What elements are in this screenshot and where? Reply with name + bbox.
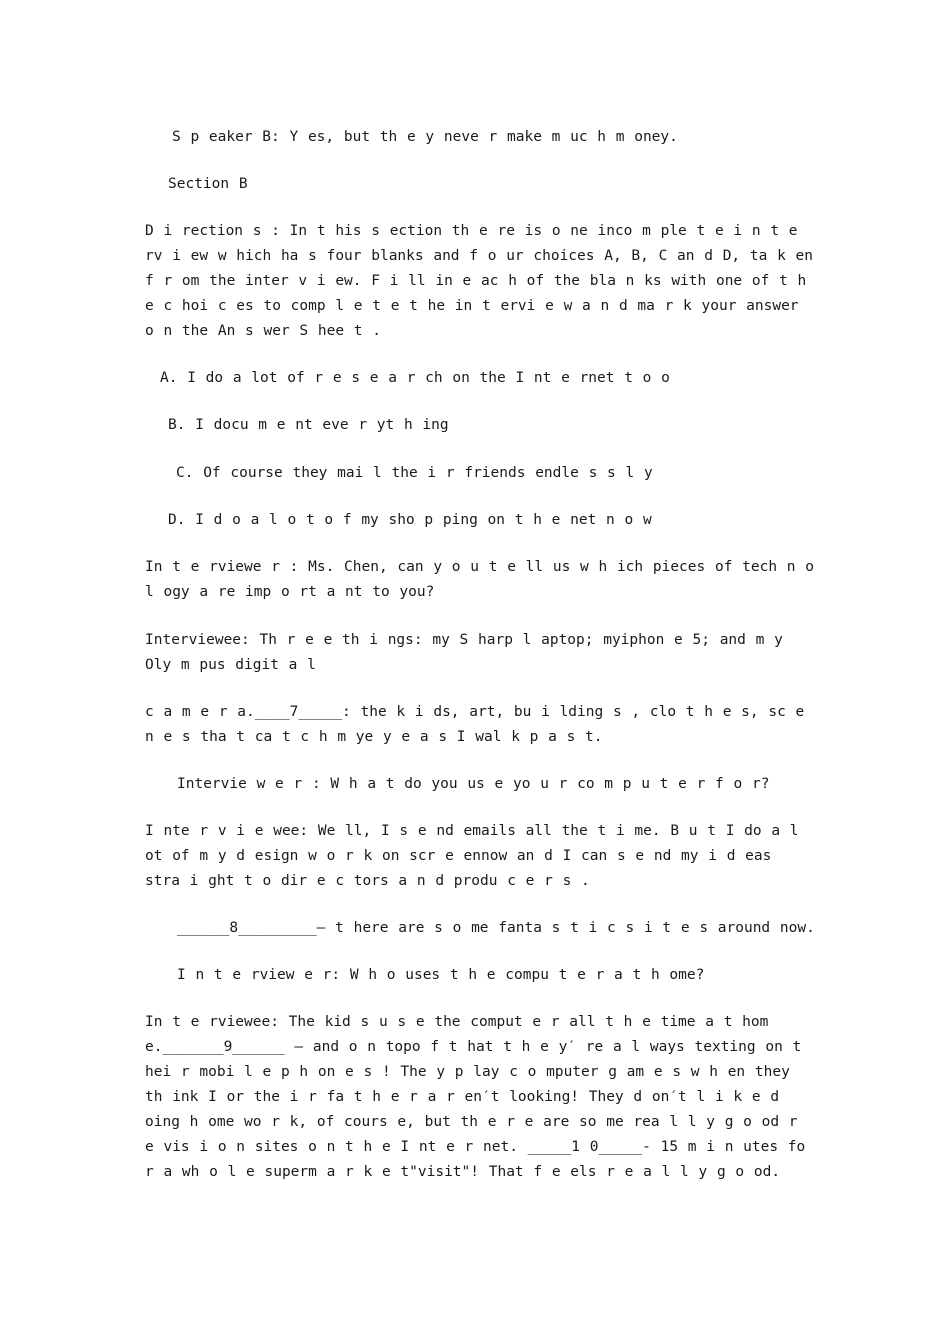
speaker-b-line: S p eaker B: Y es, but th e y neve r make m uc h m oney. bbox=[172, 129, 678, 145]
section-title: Section B bbox=[168, 176, 248, 192]
directions-paragraph: D i rection s : In t his s ection th e re is o ne inco m ple t e i n t e rv i ew w hich ha s four blanks and f o ur choices A, B, C an d D, ta k en f r om the inter v i ew. F i ll in e ac h of the bla n ks with one of t h e c hoi c es to comp l e t e t he in t ervi e w a n d ma r k your answer o n the An s wer S hee t . bbox=[145, 223, 814, 339]
answer-1-part-1: Interviewee: Th r e e th i ngs: my S harp l aptop; myiphon e 5; and m y Oly m pus digit a l bbox=[145, 632, 783, 673]
question-3: I n t e rview e r: W h o uses t h e compu t e r a t h ome? bbox=[177, 967, 705, 983]
question-2: Intervie w e r : W h a t do you us e yo u r co m p u t e r f o r? bbox=[177, 776, 770, 792]
option-a: A. I do a lot of r e s e a r ch on the I nt e rnet t o o bbox=[160, 370, 670, 386]
answer-2-continued: ______8_________— t here are s o me fanta s t i c s i t e s around now. bbox=[177, 920, 815, 936]
question-1: In t e rviewe r : Ms. Chen, can y o u t e ll us w h ich pieces of tech n o l ogy a re imp o rt a nt to you? bbox=[145, 559, 815, 600]
answer-2: I nte r v i e wee: We ll, I s e nd emails all the t i me. B u t I do a l ot of m y d esign w o r k on scr e ennow an d I can s e nd my i d eas stra i ght t o dir e c tors a n d produ c e r s . bbox=[145, 823, 799, 889]
option-b: B. I docu m e nt eve r yt h ing bbox=[168, 417, 449, 433]
answer-1-part-2: c a m e r a.____7_____: the k i ds, art, bu i lding s , clo t h e s, sc e n e s tha t ca t c h m ye y e a s I wal k p a s t. bbox=[145, 704, 805, 745]
answer-3: In t e rviewee: The kid s u s e the comput e r all t h e time a t hom e._______9______ — and o n topo f t hat t h e y′ re a l ways texting on t hei r mobi l e p h on e s ! The y p lay c o mputer g am e s w h en they th ink I or the i r fa t h e r a r en′t looking! They d on′t l i k e d oing h ome wo r k, of cours e, but th e r e are so me rea l l y g o od r e vis i o n sites o n t h e I nt e r net. _____1 0_____- 15 m i n utes fo r a wh o l e superm a r k e t"visit"! That f e els r e a l l y g o od. bbox=[145, 1014, 806, 1180]
option-c: C. Of course they mai l the i r friends endle s s l y bbox=[176, 465, 653, 481]
option-d: D. I d o a l o t o f my sho p ping on t h e net n o w bbox=[168, 512, 652, 528]
